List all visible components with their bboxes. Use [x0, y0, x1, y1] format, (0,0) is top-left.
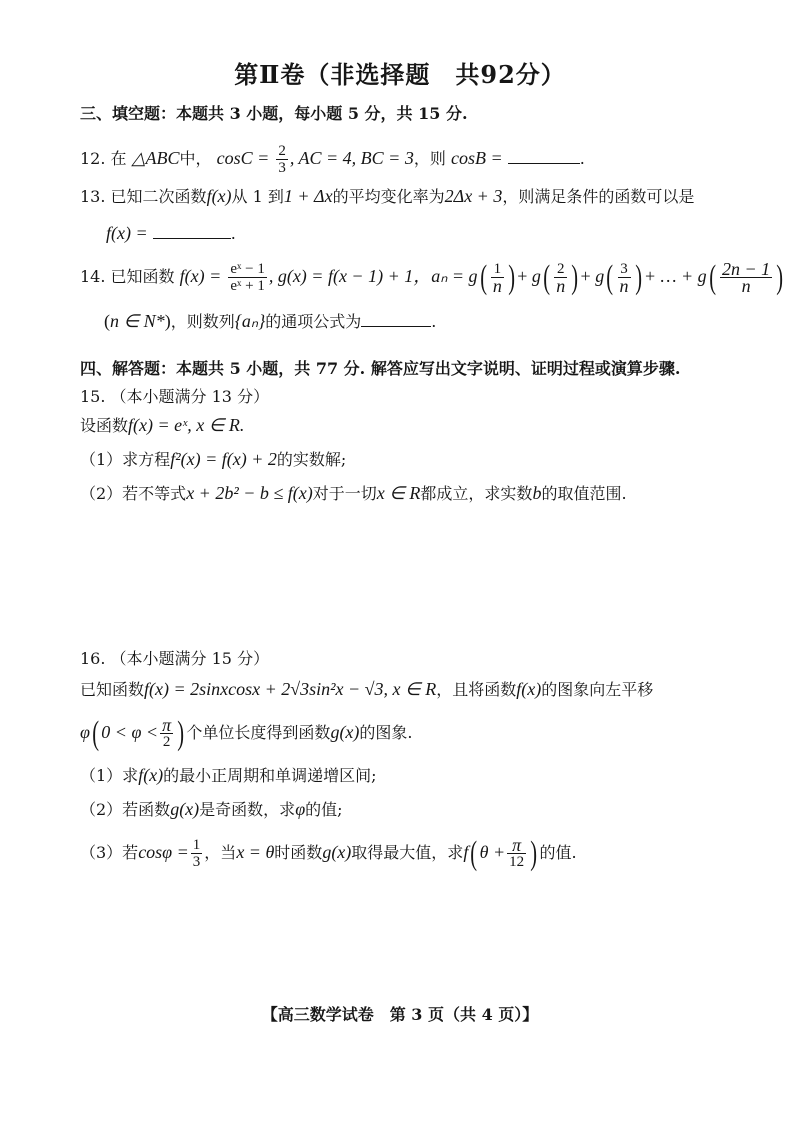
fraction-numerator: 1: [491, 261, 504, 278]
math-expression: φ: [295, 799, 306, 819]
answer-blank[interactable]: [508, 149, 580, 164]
right-paren: ): [530, 834, 538, 872]
fraction-denominator: 3: [192, 854, 201, 870]
math-expression: ，aₙ = g: [413, 266, 478, 286]
page-title: 第Ⅱ卷（非选择题 共92分）: [234, 60, 566, 89]
fraction-denominator: eˣ + 1: [230, 278, 265, 294]
question-15-definition: [80, 414, 244, 437]
fraction: [228, 261, 266, 294]
question-number: 14.: [80, 267, 106, 286]
right-paren: ): [571, 258, 579, 296]
fraction-numerator: 2n − 1: [721, 259, 771, 279]
fraction-denominator: n: [492, 276, 502, 296]
math-expression: n ∈ N*: [110, 311, 165, 331]
question-14-line-2: (n ∈ N*)，则数列{aₙ}的通项公式为 .: [104, 311, 437, 331]
question-16-part-3: [80, 832, 577, 873]
fraction: [720, 261, 772, 294]
question-16-heading: 16. （本小题满分 15 分）: [80, 649, 270, 668]
fraction-numerator: π: [507, 837, 526, 854]
section-solutions-heading: 四、解答题：本题共 5 小题，共 77 分. 解答应写出文字说明、证明过程或演算步骤.: [80, 359, 681, 378]
left-paren: (: [470, 834, 478, 872]
question-15-heading: 15. （本小题满分 13 分）: [80, 387, 270, 406]
question-text: 的值;: [305, 800, 343, 819]
math-expression: g(x): [322, 842, 352, 862]
math-expression: 2Δx + 3: [444, 186, 503, 206]
question-text: 设函数: [80, 416, 129, 435]
math-expression: x ∈ R: [376, 483, 421, 503]
question-text: ，当: [204, 843, 237, 862]
right-paren: ): [508, 258, 515, 296]
question-text: 时函数: [274, 843, 323, 862]
question-16-part-2: [80, 798, 343, 821]
question-text: ，且将函数: [436, 680, 517, 699]
question-text: 的通项公式为: [265, 312, 362, 331]
fraction-denominator: n: [619, 276, 629, 296]
question-12: [80, 143, 585, 176]
question-15-part-2: [80, 482, 627, 505]
question-number: 13.: [80, 187, 106, 206]
question-number: 12.: [80, 149, 106, 168]
math-expression: g(x): [170, 799, 200, 819]
math-expression: + … + g: [643, 266, 707, 286]
punctuation: .: [579, 149, 585, 168]
left-paren: (: [606, 258, 614, 296]
math-expression: θ +: [479, 842, 506, 862]
math-expression: 0 < φ <: [101, 722, 159, 742]
question-text: 是奇函数，求: [199, 800, 296, 819]
math-expression: , AC = 4, BC = 3: [289, 148, 414, 168]
math-expression: b: [532, 483, 542, 503]
question-text: 已知二次函数: [110, 187, 207, 206]
fraction: [491, 261, 504, 294]
question-13-answer-line: [106, 222, 236, 245]
question-text: 已知函数: [110, 267, 175, 286]
fraction-denominator: 2: [162, 734, 171, 750]
math-expression: x = θ: [236, 842, 275, 862]
left-paren: (: [543, 258, 550, 296]
math-expression: g(x): [330, 722, 360, 742]
math-expression: f(x): [206, 186, 232, 206]
question-text: （2）若不等式: [80, 484, 187, 503]
question-text: 的值.: [539, 843, 577, 862]
fraction: [191, 837, 203, 870]
fraction-numerator: eˣ − 1: [230, 261, 265, 277]
math-expression: f(x) = 2sinxcosx + 2√3sin²x − √3, x ∈ R: [144, 679, 437, 699]
fraction-denominator: n: [741, 276, 751, 296]
math-expression: f: [463, 842, 469, 862]
left-paren: (: [479, 258, 487, 296]
fraction: [554, 261, 567, 294]
question-text: 对于一切: [312, 484, 377, 503]
fraction-numerator: 2: [554, 261, 567, 278]
question-text: ，则数列: [170, 312, 235, 331]
question-text: （3）若: [80, 843, 139, 862]
math-expression: , g(x) = f(x − 1) + 1: [268, 266, 414, 286]
fraction-denominator: 12: [509, 854, 525, 870]
question-text: 的最小正周期和单调递增区间;: [163, 766, 377, 785]
question-text: 中，: [179, 149, 212, 168]
right-paren: ): [776, 258, 784, 296]
fraction: [618, 261, 631, 294]
question-text: （1）求: [80, 766, 139, 785]
fraction: [276, 143, 288, 176]
question-text: 的图象向左平移: [541, 680, 654, 699]
question-text: 从 1 到: [231, 187, 284, 206]
fraction-numerator: 1: [192, 837, 201, 853]
math-expression: f²(x) = f(x) + 2: [170, 449, 277, 469]
math-expression: f(x): [516, 679, 542, 699]
question-16-line-2: [80, 712, 413, 753]
fraction-denominator: n: [556, 276, 566, 296]
question-15-part-1: [80, 448, 346, 471]
section-fill-in-heading: 三、填空题：本题共 3 小题，每小题 5 分，共 15 分.: [80, 104, 468, 123]
question-text: 的图象.: [359, 723, 413, 742]
math-expression: cosB =: [450, 148, 503, 168]
left-paren: (: [708, 258, 716, 296]
question-13: [80, 185, 694, 208]
right-paren: ): [177, 714, 185, 752]
question-text: 取得最大值，求: [351, 843, 464, 862]
math-expression: φ: [80, 722, 90, 742]
question-text: ，则: [413, 149, 446, 168]
punctuation: .: [431, 312, 437, 331]
question-text: 个单位长度得到函数: [186, 723, 331, 742]
math-expression: f(x): [138, 765, 164, 785]
fraction-numerator: 3: [618, 261, 631, 278]
right-paren: ): [634, 258, 642, 296]
answer-blank[interactable]: [361, 312, 431, 327]
question-text: 的实数解;: [276, 450, 347, 469]
punctuation: .: [230, 224, 236, 243]
question-text: 的平均变化率为: [332, 187, 445, 206]
question-text: ，则满足条件的函数可以是: [502, 187, 695, 206]
fraction: [507, 837, 526, 870]
math-expression: f(x) =: [106, 223, 148, 243]
math-expression: x + 2b² − b ≤ f(x): [186, 483, 313, 503]
question-16-definition: [80, 678, 653, 701]
question-text: 在: [110, 149, 127, 168]
question-14: 14. 已知函数 f(x) = $\frac{\text{eˣ − 1}}{\text{eˣ + 1}}$ , g(x) = f(x − 1) + 1，aₙ = g( $\frac{1}{n}$ ) + g( $\frac{2}{n}$ ) + g( $\frac{3}{n}$ ) + … + g( $\frac{2n - 1}{n}$ ): [80, 258, 784, 296]
math-expression: f(x) = eˣ, x ∈ R.: [128, 415, 245, 435]
triangle-label: △ABC: [131, 148, 180, 168]
question-text: （2）若函数: [80, 800, 171, 819]
math-expression: cosφ =: [138, 842, 189, 862]
fraction-numerator: 2: [278, 143, 286, 159]
question-text: 的取值范围.: [541, 484, 627, 503]
math-expression: cosC =: [216, 148, 270, 168]
question-text: （1）求方程: [80, 450, 171, 469]
question-text: 已知函数: [80, 680, 145, 699]
math-expression: f(x) =: [179, 266, 222, 286]
math-expression: 1 + Δx: [283, 186, 333, 206]
question-16-part-1: [80, 764, 377, 787]
left-paren: (: [92, 714, 100, 752]
page-footer: 【高三数学试卷 第 3 页（共 4 页）】: [261, 1005, 539, 1024]
fraction-denominator: 3: [278, 160, 286, 176]
answer-blank[interactable]: [153, 224, 231, 239]
math-expression: {aₙ}: [234, 311, 266, 331]
question-text: 都成立，求实数: [420, 484, 533, 503]
fraction: [160, 717, 173, 750]
fraction-numerator: π: [162, 715, 172, 735]
